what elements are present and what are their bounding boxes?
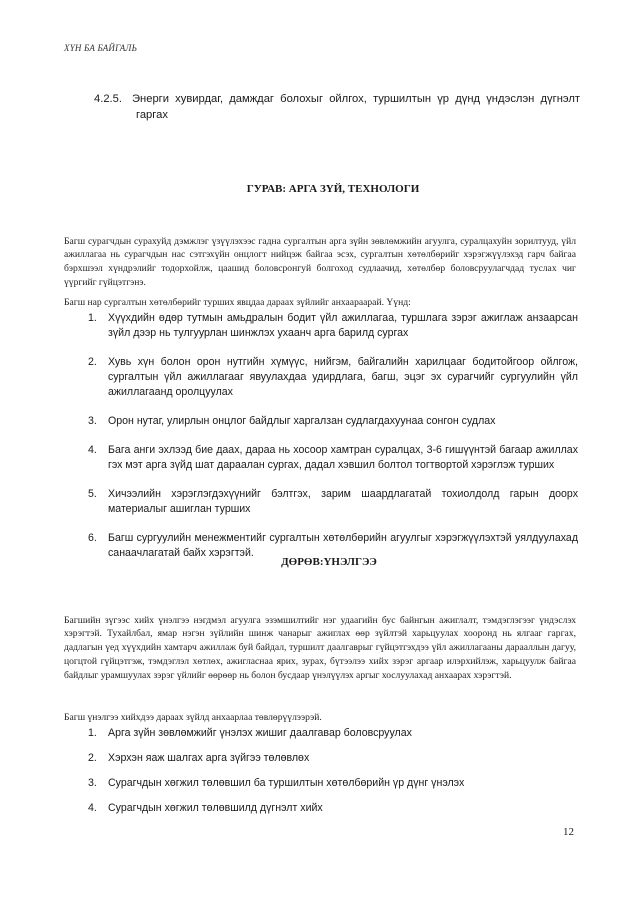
list-item-text: Хичээлийн хэрэглэгдэхүүнийг бэлтгэх, зарим шаардлагатай тохиолдолд гарын доорх материалыг ашиглан турших	[108, 488, 578, 515]
assessment-list	[88, 726, 578, 826]
page-number: 12	[563, 826, 574, 838]
list-item-text: Бага анги эхлээд бие даах, дараа нь хосоор хамтран суралцах, 3-6 гишүүнтэй багаар ажиллах гэх мэт арга зүйд шат дараалан сургах, дадал хэвшил болтол тогтвортой хэрэглэж турших	[108, 444, 578, 471]
list-item-text: Хувь хүн болон орон нутгийн хүмүүс, нийгэм, байгалийн харилцааг бодитойгоор ойлгож, сургалтын үйл ажиллагааг явуулахдаа удирдлага, багш, эцэг эх сурагчийг сургуулийн үйл ажиллагаанд оролцуулах	[108, 356, 578, 398]
list-item-text: Сурагчдын хөгжил төлөвшилд дүгнэлт хийх	[108, 802, 323, 814]
list-item	[88, 726, 578, 741]
list-item	[88, 751, 578, 766]
section-title-methodology: ГУРАВ: АРГА ЗҮЙ, ТЕХНОЛОГИ	[246, 183, 420, 195]
list-item-text: Арга зүйн зөвлөмжийг үнэлэх жишиг даалгавар боловсруулах	[108, 727, 412, 739]
list-item	[88, 414, 578, 429]
list-item-number: 5.	[88, 488, 97, 500]
list-item-number: 4.	[88, 802, 97, 814]
subsection-number: 4.2.5.	[94, 93, 122, 105]
list-item-number: 1.	[88, 727, 97, 739]
assessment-paragraph-2: Багш үнэлгээ хийхдээ дараах зүйлд анхаарлаа төвлөрүүлээрэй.	[64, 711, 322, 723]
methodology-list	[88, 311, 578, 575]
list-item-number: 1.	[88, 312, 97, 324]
methodology-paragraph-2: Багш нар сургалтын хөтөлбөрийг турших явцдаа дараах зүйлийг анхаараарай. Үүнд:	[64, 296, 411, 308]
list-item	[88, 311, 578, 341]
list-item-text: Хэрхэн яаж шалгах арга зүйгээ төлөвлөх	[108, 752, 310, 764]
methodology-paragraph-1: Багш сурагчдын сурахуйд дэмжлэг үзүүлэхээс гадна сургалтын арга зүйн зөвлөмжийн агуулга, суралцахуйн зорилтууд, үйл ажиллагаа нь сурагчдын нас сэтгэхүйн онцлогт нийцэж байгаа эсэх, сургалтын хөтөлбөрийг хэрэгжүүлэхэд гарч байгаа бэрхшээл хүндрэлийг тодорхойлж, цаашид боловсронгуй болгоход судлаачид, хөтөлбөр боловсруулагчдад туслах чиг үүргийг гүйцэтгэнэ.	[64, 235, 576, 288]
list-item-number: 6.	[88, 532, 97, 544]
list-item-number: 3.	[88, 777, 97, 789]
subsection-heading	[94, 91, 580, 123]
list-item-text: Хүүхдийн өдөр тутмын амьдралын бодит үйл ажиллагаа, туршлага зэрэг ажиглаж анзаарсан зүйл дээр нь тулгуурлан шинжлэх ухаанч арга барилд сургах	[108, 312, 578, 339]
running-header: ХҮН БА БАЙГАЛЬ	[64, 43, 138, 53]
section-title-assessment: ДӨРӨВ:ҮНЭЛГЭЭ	[281, 556, 377, 568]
list-item-number: 2.	[88, 752, 97, 764]
list-item	[88, 443, 578, 473]
list-item	[88, 355, 578, 400]
list-item-number: 3.	[88, 415, 97, 427]
subsection-title: Энерги хувирдаг, дамждаг болохыг ойлгох, туршилтын үр дүнд үндэслэн дүгнэлт гаргах	[132, 93, 580, 121]
list-item-text: Орон нутаг, улирлын онцлог байдлыг харгалзан судлагдахуунаа сонгон судлах	[108, 415, 496, 427]
list-item-number: 4.	[88, 444, 97, 456]
list-item-text: Сурагчдын хөгжил төлөвшил ба туршилтын хөтөлбөрийн үр дүнг үнэлэх	[108, 777, 465, 789]
assessment-paragraph-1: Багшийн зүгээс хийх үнэлгээ нэгдмэл агуулга эзэмшилтийг нэг удаагийн бус байнгын ажиглалт, тэмдэглэгээг үндэслэх хэрэгтэй. Тухайлбал, ямар нэгэн зүйлийн шинж чанарыг ажиглах өөр зүйлтэй харьцуулах хооронд нь ялгааг гаргах, дадлагын үед хүүхдийн хамтарч ажиллаж буй байдал, туршилт даалгаврыг гүйцэтгэхдээ үйл ажиллагааны дарааллын дагуу, цогцтой гүйцэтгэж, тэмдэглэл хөтлөх, ажигласнаа ярих, зурах, бүтээлээ хийх зэрэг аргаар илэрхийлэж, харьцуулж байгаа байдлыг урамшуулах зэрэг үйлийг өөрөөр нь болон бусдаар үнэлүүлэх аргыг хослуулахад анхаарах хэрэгтэй.	[64, 614, 576, 681]
list-item	[88, 801, 578, 816]
list-item	[88, 776, 578, 791]
list-item-number: 2.	[88, 356, 97, 368]
list-item-text: Багш сургуулийн менежментийг сургалтын хөтөлбөрийн агуулгыг хэрэгжүүлэхтэй уялдуулахад санаачлагатай байх хэрэгтэй.	[108, 532, 578, 559]
list-item	[88, 487, 578, 517]
